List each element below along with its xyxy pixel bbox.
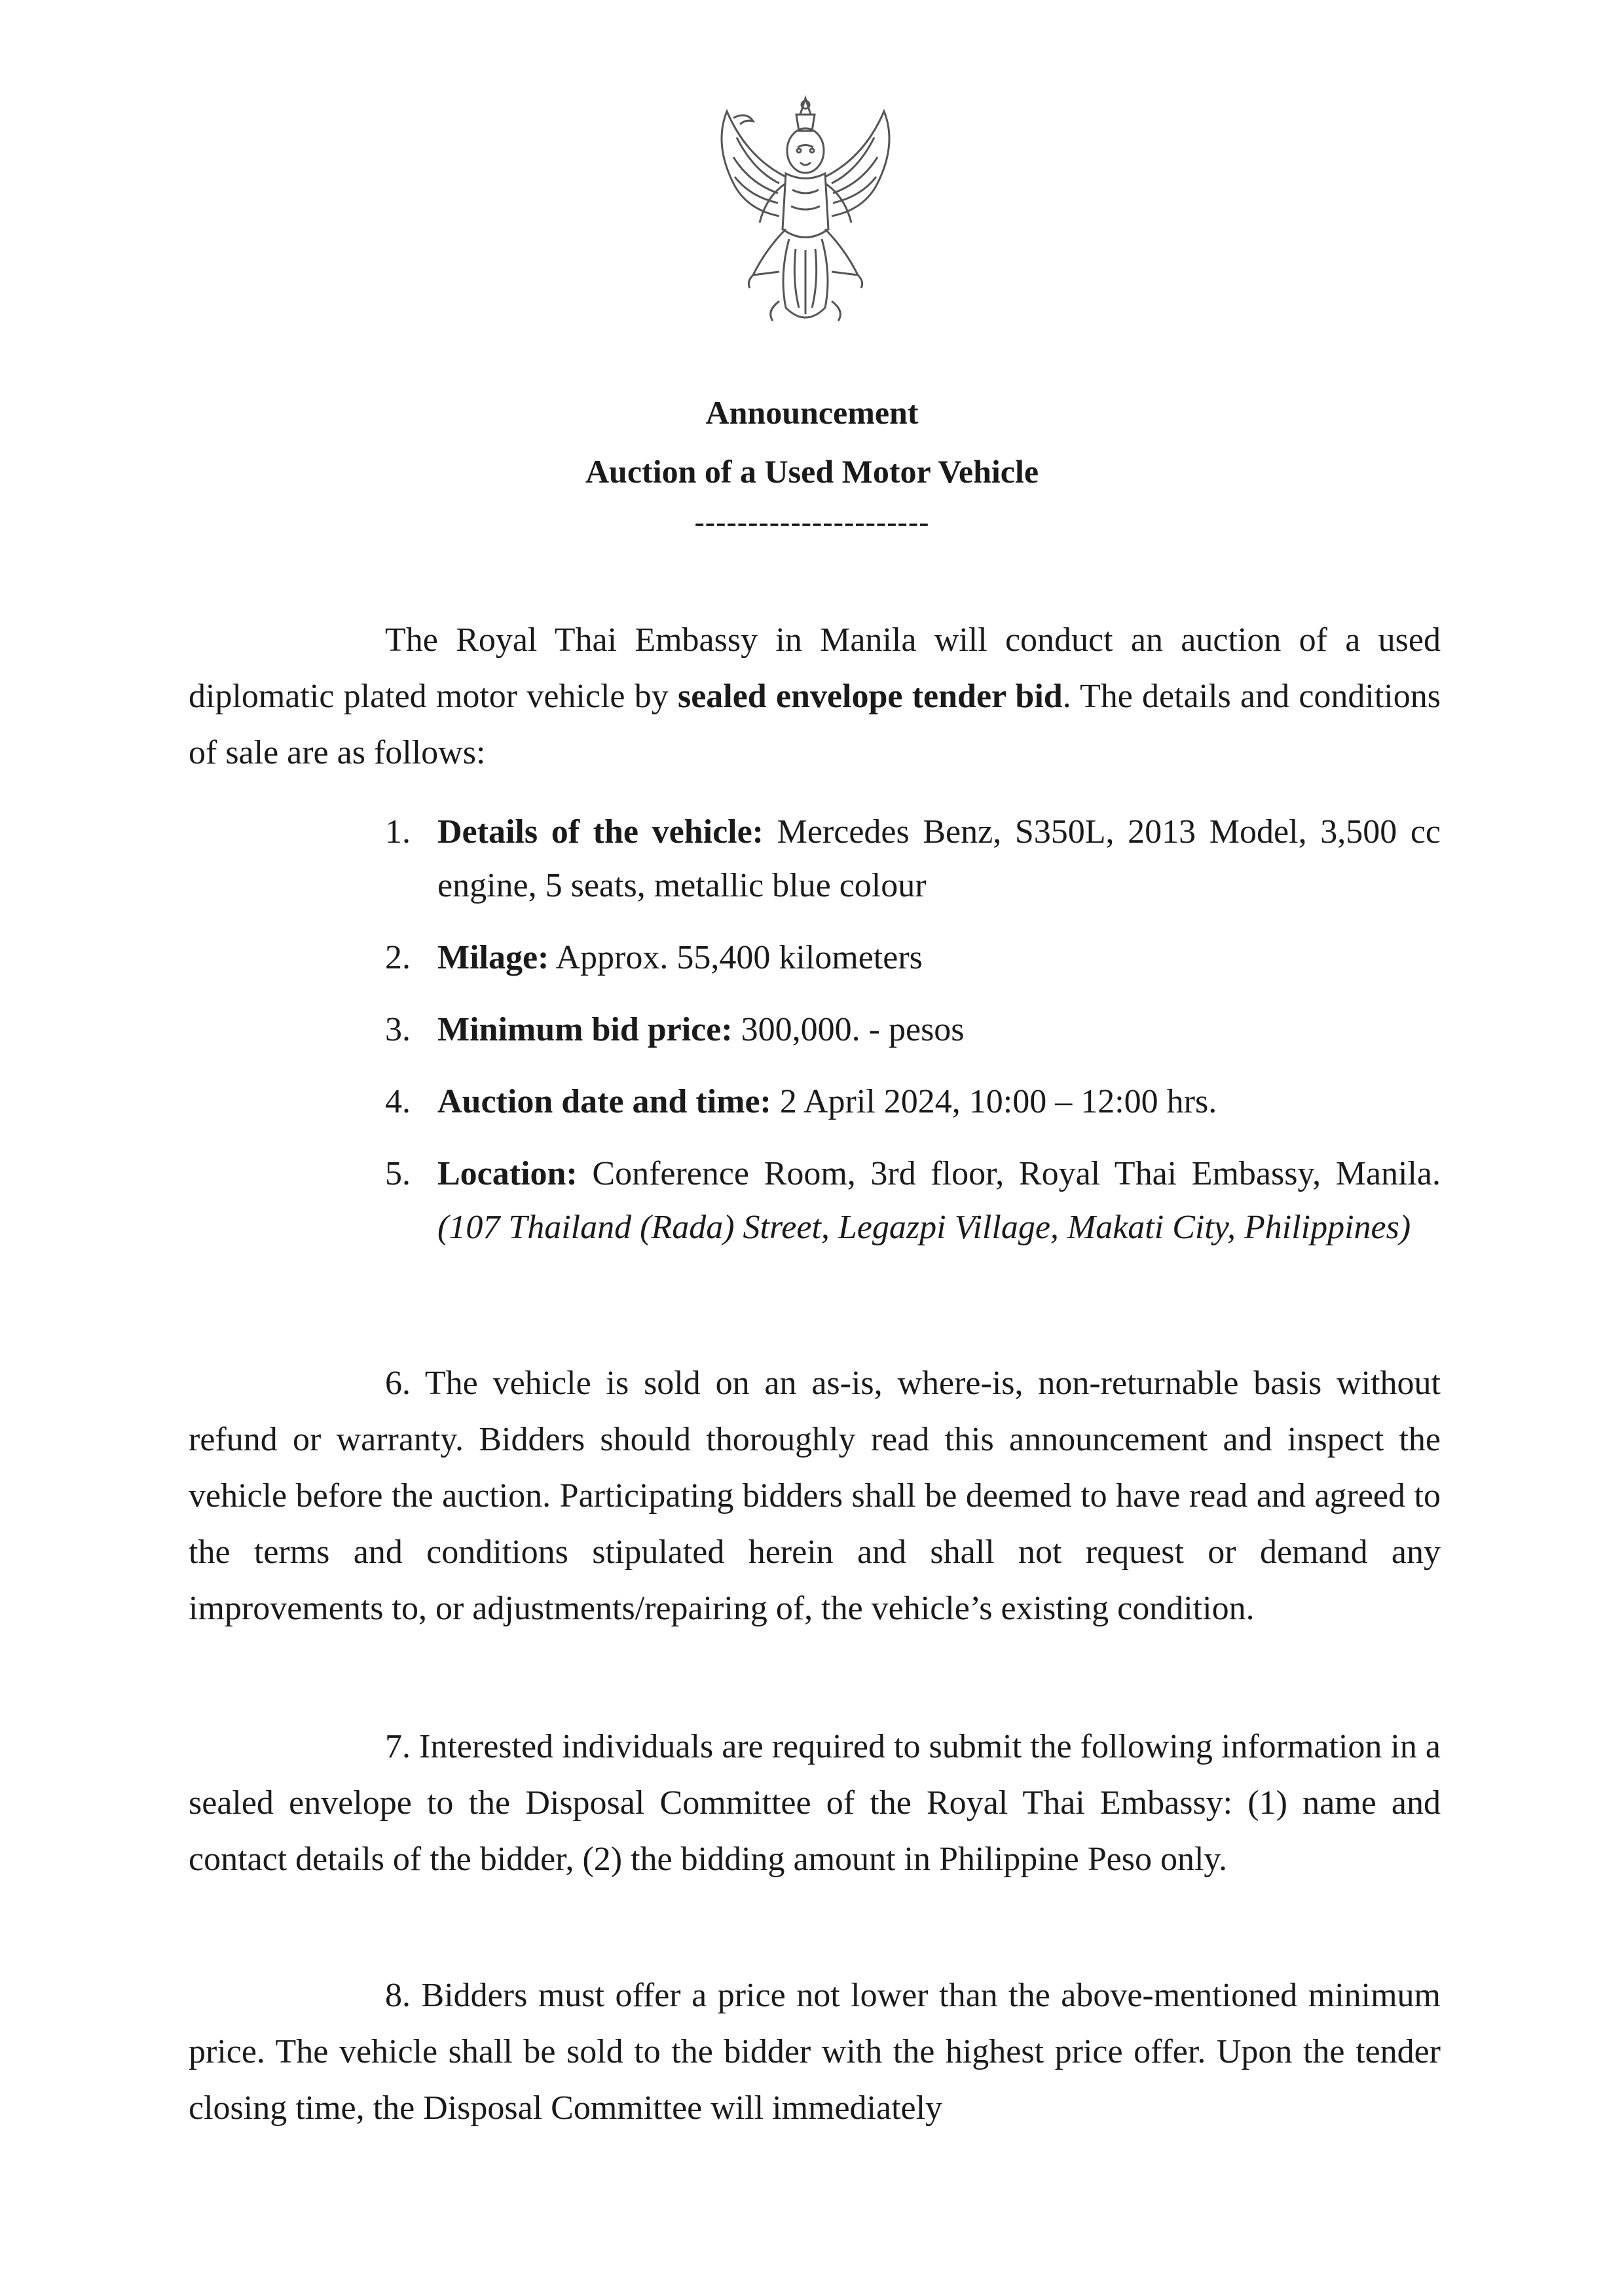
list-item <box>385 1147 1441 1255</box>
garuda-emblem-icon <box>688 85 923 334</box>
paragraph-7: 7. Interested individuals are required to submit the following information in a sealed envelope to the Disposal Committee of the Royal Thai Embassy: (1) name and contact details of the bidder, (2) the bidding amount in Philippine Peso only. <box>189 1728 1441 1878</box>
list-item-text: Conference Room, 3rd floor, Royal Thai Embassy, Manila. <box>577 1155 1441 1192</box>
list-item-address: (107 Thailand (Rada) Street, Legazpi Village, Makati City, Philippines) <box>437 1209 1411 1246</box>
list-item-text: Approx. 55,400 kilometers <box>549 939 923 976</box>
list-item-label: Auction date and time: <box>437 1083 771 1120</box>
list-item <box>385 1075 1441 1129</box>
list-item <box>385 805 1441 913</box>
document-subtitle: Auction of a Used Motor Vehicle <box>585 453 1039 490</box>
list-item <box>385 931 1441 985</box>
list-item-label: Minimum bid price: <box>437 1011 733 1048</box>
vehicle-details-list <box>385 805 1441 1273</box>
list-item-number: 5. <box>385 1155 411 1192</box>
intro-text-2: . The details and conditions of sale are as follows: <box>189 678 1441 771</box>
list-item-number: 2. <box>385 939 411 976</box>
title-divider: ---------------------- <box>694 505 930 538</box>
intro-bold-text: sealed envelope tender bid <box>677 678 1063 715</box>
list-item-text: Mercedes Benz, S350L, 2013 Model, 3,500 cc engine, 5 seats, metallic blue colour <box>437 813 1441 904</box>
paragraph-6: 6. The vehicle is sold on an as-is, where-is, non-returnable basis without refund or warranty. Bidders should thoroughly read this announcement and inspect the vehicle before the auction. Participating bidders shall be deemed to have read and agreed to the terms and conditions stipulated herein and shall not request or demand any improvements to, or adjustments/repairing of, the vehicle’s existing condition. <box>189 1365 1441 1627</box>
list-item-text: 2 April 2024, 10:00 – 12:00 hrs. <box>771 1083 1217 1120</box>
list-item-number: 1. <box>385 813 411 851</box>
list-item-label: Location: <box>437 1155 578 1192</box>
list-item-label: Milage: <box>437 939 549 976</box>
document-title: Announcement <box>705 394 919 431</box>
paragraph-8: 8. Bidders must offer a price not lower than the above-mentioned minimum price. The vehicle shall be sold to the bidder with the highest price offer. Upon the tender closing time, the Disposal Committee will immediately <box>189 1977 1441 2127</box>
list-item-number: 4. <box>385 1083 411 1120</box>
list-item <box>385 1003 1441 1057</box>
list-item-label: Details of the vehicle: <box>437 813 764 851</box>
intro-paragraph <box>189 612 1441 781</box>
list-item-number: 3. <box>385 1011 411 1048</box>
list-item-text: 300,000. - pesos <box>732 1011 965 1048</box>
intro-text-1: The Royal Thai Embassy in Manila will conduct an auction of a used diplomatic plated motor vehicle by <box>189 621 1441 715</box>
